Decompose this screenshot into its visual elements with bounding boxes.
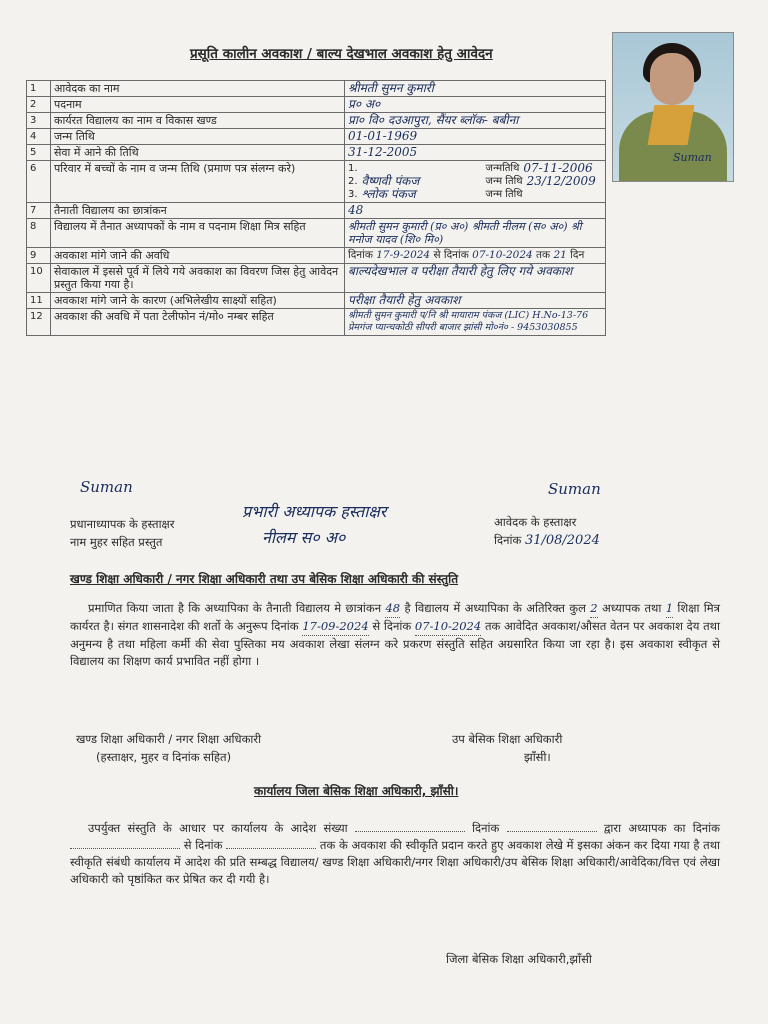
child-entry: 3. श्लोक पंकज जन्म तिथि xyxy=(348,187,523,201)
row-label: आवेदक का नाम xyxy=(51,81,345,97)
row-label: अवकाश मांगे जाने के कारण (अभिलेखीय साक्ष्यों सहित) xyxy=(51,293,345,309)
recommendation-heading: खण्ड शिक्षा अधिकारी / नगर शिक्षा अधिकारी तथा उप बेसिक शिक्षा अधिकारी की संस्तुति xyxy=(70,572,459,586)
office-paragraph: उपर्युक्त संस्तुति के आधार पर कार्यालय के आदेश संख्या दिनांक द्वारा अध्यापक का दिनांक से दिनांक तक के अवकाश की स्वीकृति प्रदान करते हुए अवकाश लेखे में इसका अंकन कर दिया गया है तथा स्वीकृति संबंधी कार्यालय में आदेश की प्रति सम्बद्ध विद्यालय/ खण्ड शिक्षा अधिकारी/नगर शिक्षा अधिकारी/उप बेसिक शिक्षा अधिकारी/आवेदिका/वित्त एवं लेखा अधिकारी को पृष्ठांकित कर प्रेषित कर दी गयी है। xyxy=(70,821,721,886)
row-label: जन्म तिथि xyxy=(51,129,345,145)
row-label: विद्यालय में तैनात अध्यापकों के नाम व पदनाम शिक्षा मित्र सहित xyxy=(51,219,345,248)
incharge-name: नीलम स० अ० xyxy=(262,528,346,547)
table-row: 3 कार्यरत विद्यालय का नाम व विकास खण्ड प्रा० वि० दउआपुरा, सैंयर ब्लॉक- बबीना xyxy=(27,113,606,129)
row-label: अवकाश मांगे जाने की अवधि xyxy=(51,248,345,264)
date-of-birth: 01-01-1969 xyxy=(345,129,606,145)
leave-address: श्रीमती सुमन कुमारी प/नि श्री मायाराम पंकज (LIC) H.No-13-76 प्रेमगंज प्यान्चकोठी सीपरी बाजार झांसी मो०नं० - 9453030855 xyxy=(345,309,606,336)
beo-signature-note: (हस्ताक्षर, मुहर व दिनांक सहित) xyxy=(96,750,232,764)
form-title: प्रसूति कालीन अवकाश / बाल्य देखभाल अवकाश हेतु आवेदन xyxy=(190,46,493,62)
row-label: अवकाश की अवधि में पता टेलीफोन नं/मो० नम्बर सहित xyxy=(51,309,345,336)
enrollment: 48 xyxy=(345,203,606,219)
photo-signature: Suman xyxy=(673,151,712,164)
headmaster-signature: Suman xyxy=(80,478,133,496)
recommendation-paragraph: प्रमाणित किया जाता है कि अध्यापिका के तैनाती विद्यालय मे छात्रांकन 48 है विद्यालय में अध्यापिका के अतिरिक्त कुल 2 अध्यापक तथा 1 शिक्षा मित्र कार्यरत है। संगत शासनादेश की शर्तो के अनुरूप दिनांक 17-09-2024 से दिनांक 07-10-2024 तक आवेदित अवकाश/औसत वेतन पर अवकाश देय तथा अनुमन्य है तथा महिला कर्मी की सेवा पुस्तिका मय अवकाश लेखा संलग्न करे प्रकरण संस्तुति सहित अग्रसारित किया जा रहा है। इस अवकाश स्वीकृत से विद्यालय का शिक्षण कार्य प्रभावित नहीं होगा । xyxy=(70,601,721,668)
row-label: तैनाती विद्यालय का छात्रांकन xyxy=(51,203,345,219)
incharge-stamp: प्रभारी अध्यापक हस्ताक्षर xyxy=(242,502,387,521)
designation: प्र० अ० xyxy=(345,97,606,113)
table-row: 6 परिवार में बच्चों के नाम व जन्म तिथि (प्रमाण पत्र संलग्न करे) 1. जन्मतिथि 07-11-2006 2. वैष्णवी पंकज जन्म तिथि 23/12/2009 3. श्लोक पंकज जन्म तिथि xyxy=(27,161,606,203)
child-entry: 1. जन्मतिथि 07-11-2006 xyxy=(348,161,593,175)
child-entry: 2. वैष्णवी पंकज जन्म तिथि 23/12/2009 xyxy=(348,174,596,188)
leave-reason: परीक्षा तैयारी हेतु अवकाश xyxy=(345,293,606,309)
school-name: प्रा० वि० दउआपुरा, सैंयर ब्लॉक- बबीना xyxy=(345,113,606,129)
table-row: 7 तैनाती विद्यालय का छात्रांकन 48 xyxy=(27,203,606,219)
joining-date: 31-12-2005 xyxy=(345,145,606,161)
deputy-bsa-place: झाँसी। xyxy=(524,750,551,764)
table-row: 9 अवकाश मांगे जाने की अवधि दिनांक 17-9-2024 से दिनांक 07-10-2024 तक 21 दिन xyxy=(27,248,606,264)
leave-period: दिनांक 17-9-2024 से दिनांक 07-10-2024 तक 21 दिन xyxy=(345,248,606,264)
previous-leave: बाल्यदेखभाल व परीक्षा तैयारी हेतु लिए गये अवकाश xyxy=(345,264,606,293)
dbeo-signoff: जिला बेसिक शिक्षा अधिकारी,झाँसी xyxy=(446,952,592,966)
row-label: सेवा में आने की तिथि xyxy=(51,145,345,161)
applicant-photo xyxy=(612,32,734,182)
applicant-sign-label: आवेदक के हस्ताक्षर xyxy=(494,515,577,529)
application-details-table xyxy=(26,80,606,336)
application-date: दिनांक 31/08/2024 xyxy=(494,533,600,548)
table-row: 1 आवेदक का नाम श्रीमती सुमन कुमारी xyxy=(27,81,606,97)
table-row: 5 सेवा में आने की तिथि 31-12-2005 xyxy=(27,145,606,161)
row-label: कार्यरत विद्यालय का नाम व विकास खण्ड xyxy=(51,113,345,129)
row-label: पदनाम xyxy=(51,97,345,113)
headmaster-sign-label: प्रधानाध्यापक के हस्ताक्षर xyxy=(70,517,175,531)
applicant-signature: Suman xyxy=(548,480,601,498)
table-row: 12 अवकाश की अवधि में पता टेलीफोन नं/मो० नम्बर सहित श्रीमती सुमन कुमारी प/नि श्री मायाराम पंकज (LIC) H.No-13-76 प्रेमगंज प्यान्चकोठी सीपरी बाजार झांसी मो०नं० - 9453030855 xyxy=(27,309,606,336)
beo-signature-label: खण्ड शिक्षा अधिकारी / नगर शिक्षा अधिकारी xyxy=(76,732,262,746)
row-label: सेवाकाल में इससे पूर्व में लिये गये अवकाश का विवरण जिस हेतु आवेदन प्रस्तुत किया गया है। xyxy=(51,264,345,293)
children-list xyxy=(345,161,606,203)
table-row: 10 सेवाकाल में इससे पूर्व में लिये गये अवकाश का विवरण जिस हेतु आवेदन प्रस्तुत किया गया है। बाल्यदेखभाल व परीक्षा तैयारी हेतु लिए गये अवकाश xyxy=(27,264,606,293)
table-row: 4 जन्म तिथि 01-01-1969 xyxy=(27,129,606,145)
deputy-bsa-label: उप बेसिक शिक्षा अधिकारी xyxy=(452,732,563,746)
table-row: 2 पदनाम प्र० अ० xyxy=(27,97,606,113)
row-label: परिवार में बच्चों के नाम व जन्म तिथि (प्रमाण पत्र संलग्न करे) xyxy=(51,161,345,203)
headmaster-name-label: नाम मुहर सहित प्रस्तुत xyxy=(70,535,163,549)
teachers-list: श्रीमती सुमन कुमारी (प्र० अ०) श्रीमती नीलम (स० अ०) श्री मनोज यादव (शि० मि०) xyxy=(345,219,606,248)
table-row: 11 अवकाश मांगे जाने के कारण (अभिलेखीय साक्ष्यों सहित) परीक्षा तैयारी हेतु अवकाश xyxy=(27,293,606,309)
table-row: 8 विद्यालय में तैनात अध्यापकों के नाम व पदनाम शिक्षा मित्र सहित श्रीमती सुमन कुमारी (प्र० अ०) श्रीमती नीलम (स० अ०) श्री मनोज यादव (शि० मि०) xyxy=(27,219,606,248)
applicant-name: श्रीमती सुमन कुमारी xyxy=(345,81,606,97)
office-heading: कार्यालय जिला बेसिक शिक्षा अधिकारी, झाँसी। xyxy=(254,784,459,798)
